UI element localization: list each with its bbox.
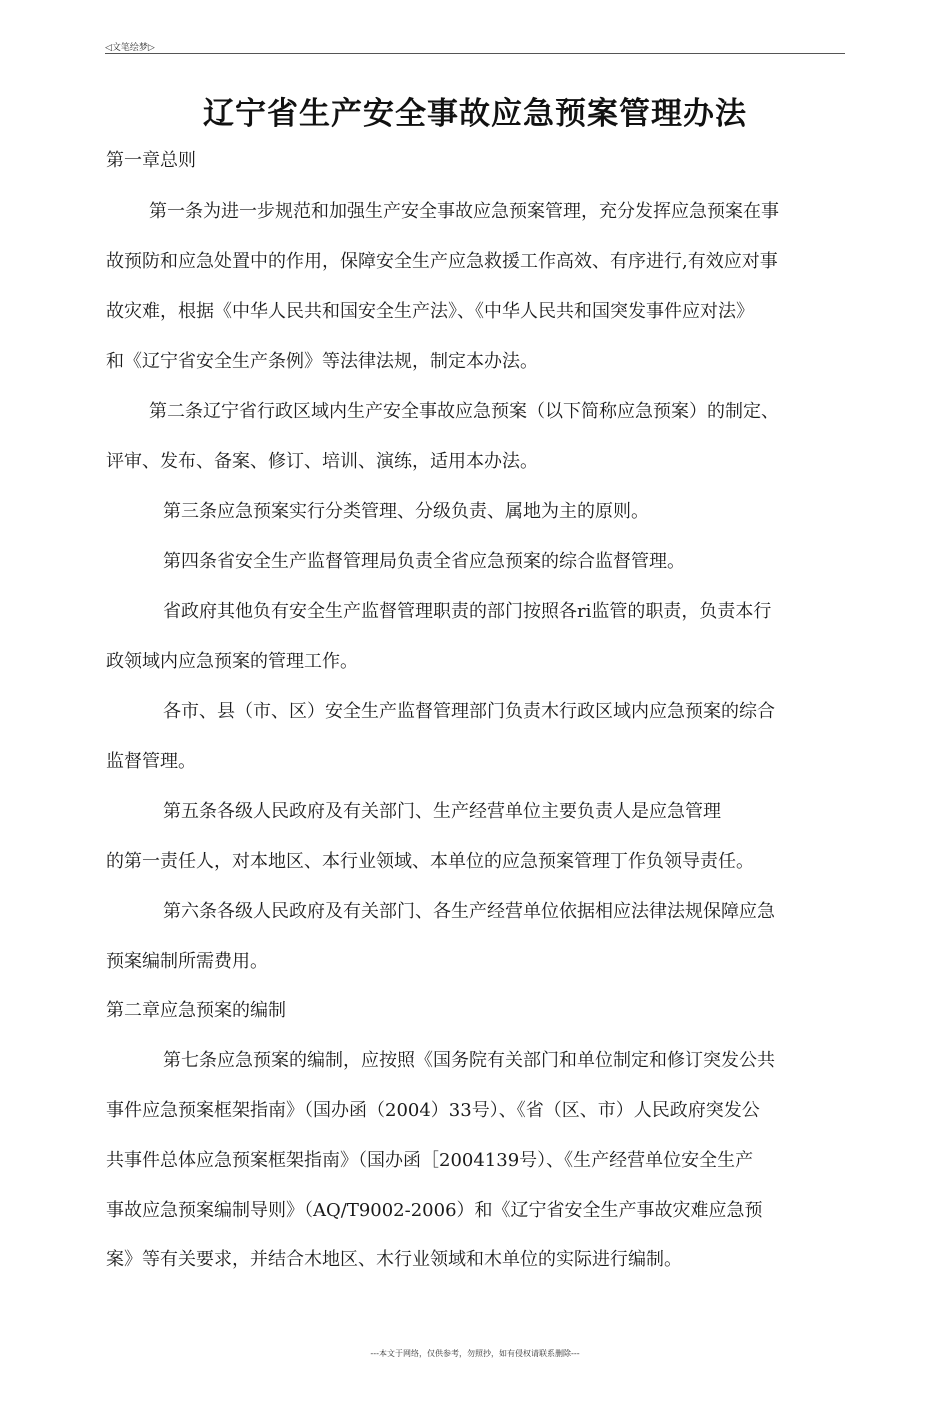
paragraph-line: 第四条省安全生产监督管理局负责全省应急预案的综合监督管理。 [163, 551, 685, 572]
paragraph-line: 故灾难，根据《中华人民共和国安全生产法》、《中华人民共和国突发事件应对法》 [106, 301, 754, 322]
document-title: 辽宁省生产安全事故应急预案管理办法 [203, 96, 747, 132]
paragraph-line: 第一条为进一步规范和加强生产安全事故应急预案管理，充分发挥应急预案在事 [149, 201, 779, 222]
paragraph-line: 第七条应急预案的编制，应按照《国务院有关部门和单位制定和修订突发公共 [163, 1050, 775, 1071]
paragraph-line: 第三条应急预案实行分类管理、分级负责、属地为主的原则。 [163, 501, 649, 522]
footer-note: ---本文于网络，仅供参考，勿照抄，如有侵权请联系删除--- [370, 1349, 580, 1358]
chapter-heading: 第二章应急预案的编制 [106, 1000, 286, 1021]
paragraph-line: 政领域内应急预案的管理工作。 [106, 651, 358, 672]
paragraph-line: 第六条各级人民政府及有关部门、各生产经营单位依据相应法律法规保障应急 [163, 901, 775, 922]
paragraph-line: 事件应急预案框架指南》（国办函（2004）33号）、《省（区、市）人民政府突发公 [106, 1100, 760, 1121]
paragraph-line: 事故应急预案编制导则》（AQ/T9002-2006）和《辽宁省安全生产事故灾难应急预 [106, 1200, 763, 1221]
paragraph-line: 共事件总体应急预案框架指南》（国办函［2004139号）、《生产经营单位安全生产 [106, 1150, 754, 1171]
paragraph-line: 和《辽宁省安全生产条例》等法律法规，制定本办法。 [106, 351, 538, 372]
paragraph-line: 各市、县（市、区）安全生产监督管理部门负责木行政区域内应急预案的综合 [163, 701, 775, 722]
header-note: ◁文笔绘梦▷ [105, 43, 155, 53]
paragraph-line: 的第一责任人，对本地区、本行业领域、本单位的应急预案管理丁作负领导责任。 [106, 851, 754, 872]
paragraph-line: 案》等有关要求，并结合木地区、木行业领域和木单位的实际进行编制。 [106, 1249, 682, 1270]
paragraph-line: 第二条辽宁省行政区域内生产安全事故应急预案（以下简称应急预案）的制定、 [149, 401, 779, 422]
paragraph-line: 预案编制所需费用。 [106, 951, 268, 972]
chapter-heading: 第一章总则 [106, 150, 196, 171]
paragraph-line: 第五条各级人民政府及有关部门、生产经营单位主要负责人是应急管理 [163, 801, 721, 822]
header-divider [105, 53, 845, 54]
paragraph-line: 评审、发布、备案、修订、培训、演练，适用本办法。 [106, 451, 538, 472]
paragraph-line: 省政府其他负有安全生产监督管理职责的部门按照各ri监管的职责，负责本行 [163, 601, 772, 622]
paragraph-line: 监督管理。 [106, 751, 196, 772]
paragraph-line: 故预防和应急处置中的作用，保障安全生产应急救援工作高效、有序进行,有效应对事 [106, 251, 778, 272]
